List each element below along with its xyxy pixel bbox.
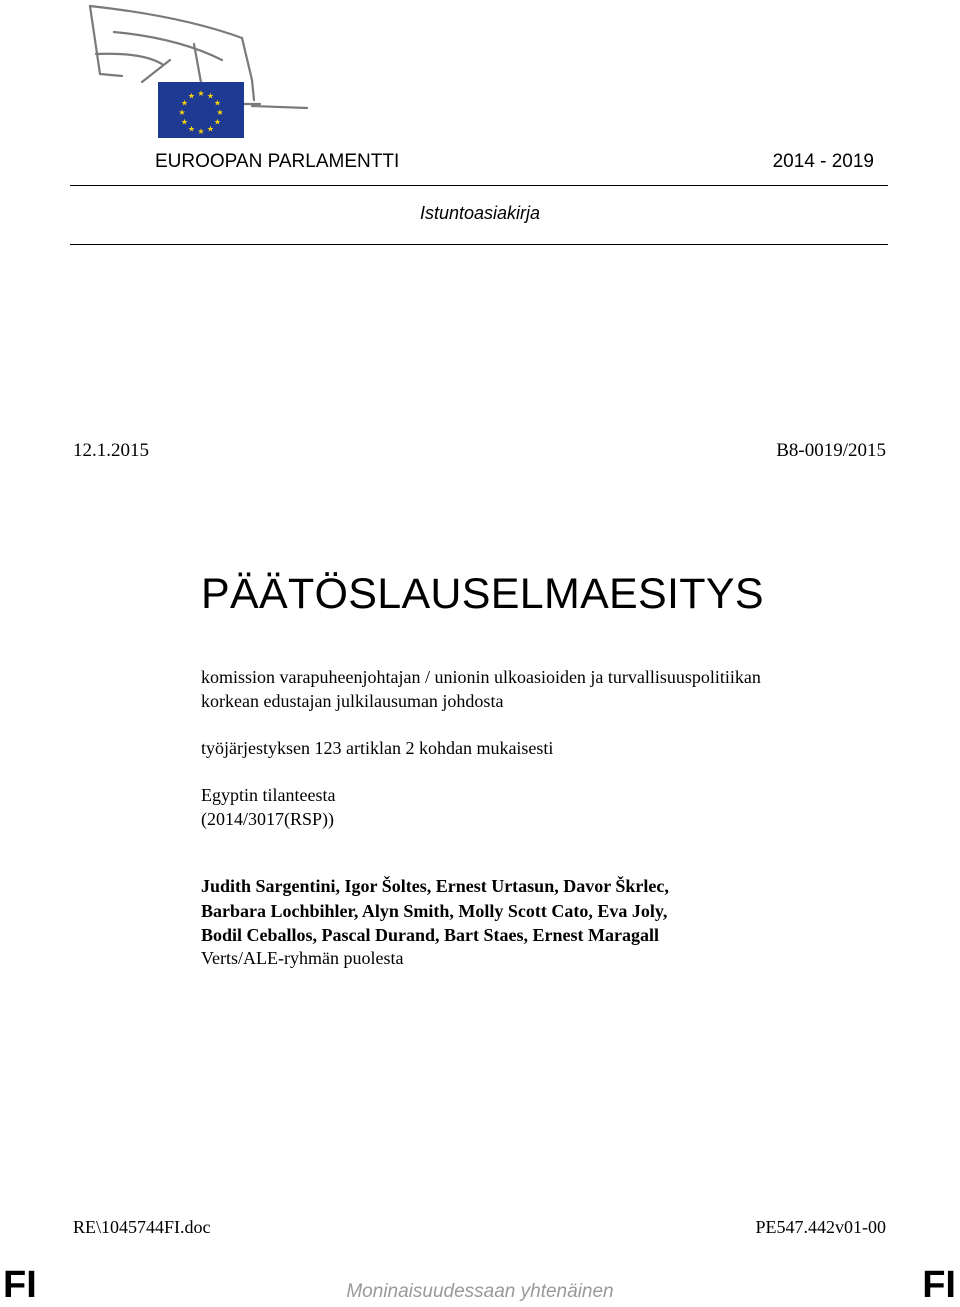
svg-text:★: ★ xyxy=(216,108,224,117)
procedure-number: (2014/3017(RSP)) xyxy=(201,809,335,829)
document-type: Istuntoasiakirja xyxy=(419,203,541,223)
rule-reference: työjärjestyksen 123 artiklan 2 kohdan mukaisesti xyxy=(201,738,554,758)
svg-text:★: ★ xyxy=(187,124,196,134)
language-code-right: FI xyxy=(922,1264,956,1306)
svg-text:★: ★ xyxy=(178,108,186,117)
document-date: 12.1.2015 xyxy=(73,440,149,461)
eu-flag-icon xyxy=(158,82,244,138)
european-parliament-logo-icon xyxy=(82,4,342,144)
institution-name: EUROOPAN PARLAMENTTI xyxy=(155,151,400,172)
subject: Egyptin tilanteesta xyxy=(201,785,336,805)
language-code-left: FI xyxy=(3,1264,37,1306)
svg-text:★: ★ xyxy=(206,124,215,134)
svg-text:★: ★ xyxy=(180,98,189,108)
authors-line: Barbara Lochbihler, Alyn Smith, Molly Scott Cato, Eva Joly, xyxy=(201,900,668,921)
document-number: B8-0019/2015 xyxy=(776,440,886,461)
context-text xyxy=(201,665,901,713)
svg-text:★: ★ xyxy=(213,98,222,108)
svg-text:★: ★ xyxy=(187,91,196,101)
footer-doc-file: RE\1045744FI.doc xyxy=(73,1217,211,1237)
authors-line: Judith Sargentini, Igor Šoltes, Ernest Urtasun, Davor Škrlec, xyxy=(201,876,669,896)
page-title: PÄÄTÖSLAUSELMAESITYS xyxy=(201,570,764,618)
context-line: korkean edustajan julkilausuman johdosta xyxy=(201,691,504,711)
svg-text:★: ★ xyxy=(197,89,205,98)
header-divider-top xyxy=(70,185,888,186)
svg-text:★: ★ xyxy=(213,117,222,127)
svg-text:★: ★ xyxy=(206,91,215,101)
context-line: komission varapuheenjohtajan / unionin ulkoasioiden ja turvallisuuspolitiikan xyxy=(201,667,761,687)
eu-motto: Moninaisuudessaan yhtenäinen xyxy=(346,1281,614,1302)
svg-text:★: ★ xyxy=(197,127,205,136)
footer-pe-number: PE547.442v01-00 xyxy=(755,1217,886,1237)
svg-text:★: ★ xyxy=(180,117,189,127)
authors-list xyxy=(201,874,669,948)
header-divider-bottom xyxy=(70,244,888,245)
authors-line: Bodil Ceballos, Pascal Durand, Bart Staes, Ernest Maragall xyxy=(201,925,659,945)
parliamentary-term: 2014 - 2019 xyxy=(772,151,874,172)
political-group: Verts/ALE-ryhmän puolesta xyxy=(201,948,404,968)
